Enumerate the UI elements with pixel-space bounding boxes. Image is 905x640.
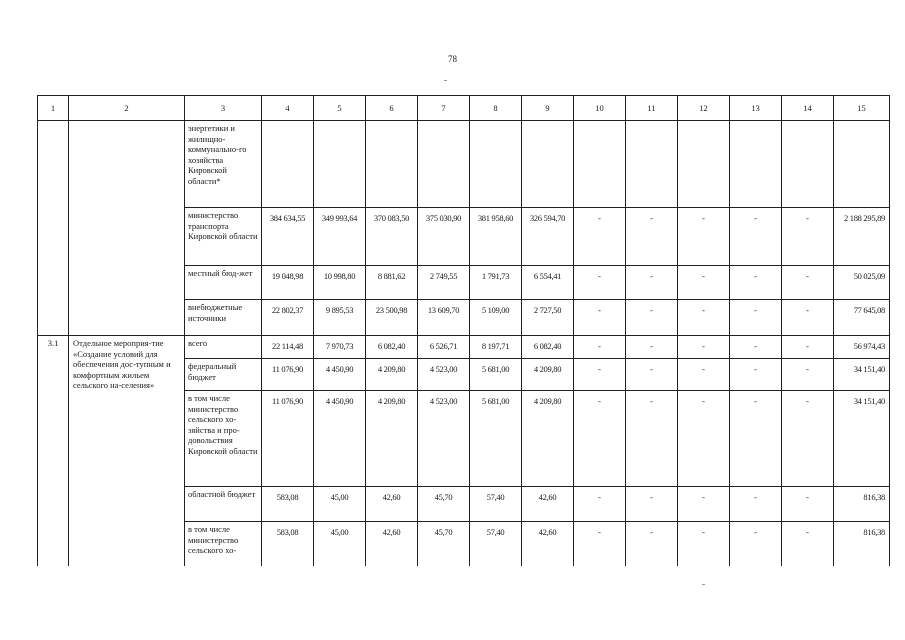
empty-value-cell: -: [678, 300, 730, 336]
column-header: 4: [262, 96, 314, 121]
scan-speck: [444, 80, 447, 81]
empty-value-cell: -: [782, 266, 834, 300]
empty-value-cell: -: [626, 522, 678, 566]
total-cell: 50 025,09: [834, 266, 890, 300]
value-cell: 19 048,98: [262, 266, 314, 300]
column-header: 13: [730, 96, 782, 121]
source-cell: всего: [185, 336, 262, 359]
empty-value-cell: -: [678, 208, 730, 266]
empty-value-cell: -: [574, 208, 626, 266]
source-cell: в том числе министерство сельского хо-: [185, 522, 262, 566]
value-cell: 5 681,00: [470, 359, 522, 391]
value-cell: 11 076,90: [262, 359, 314, 391]
budget-table: [37, 95, 890, 566]
empty-value-cell: -: [626, 359, 678, 391]
value-cell: 4 209,80: [522, 391, 574, 487]
empty-value-cell: -: [782, 522, 834, 566]
value-cell: 4 450,90: [314, 359, 366, 391]
empty-cell: [38, 121, 69, 336]
column-header: 11: [626, 96, 678, 121]
column-header: 12: [678, 96, 730, 121]
value-cell: 5 681,00: [470, 391, 522, 487]
column-header: 14: [782, 96, 834, 121]
empty-value-cell: -: [574, 391, 626, 487]
value-cell: 10 998,80: [314, 266, 366, 300]
source-cell: энергетики и жилищно-коммунально-го хозяйства Кировской области*: [185, 121, 262, 208]
value-cell: 2 749,55: [418, 266, 470, 300]
column-header: 5: [314, 96, 366, 121]
empty-value-cell: -: [782, 300, 834, 336]
value-cell: 381 958,60: [470, 208, 522, 266]
empty-value-cell: -: [626, 391, 678, 487]
empty-value-cell: -: [782, 336, 834, 359]
empty-value-cell: -: [678, 391, 730, 487]
total-cell: 2 188 295,89: [834, 208, 890, 266]
total-cell: 816,38: [834, 522, 890, 566]
value-cell: 45,00: [314, 522, 366, 566]
column-header: 2: [69, 96, 185, 121]
scan-speck: [702, 584, 705, 585]
empty-value-cell: -: [782, 487, 834, 522]
value-cell: 349 993,64: [314, 208, 366, 266]
value-cell: 4 209,80: [366, 391, 418, 487]
value-cell: 22 114,48: [262, 336, 314, 359]
value-cell: 42,60: [522, 487, 574, 522]
source-cell: местный бюд-жет: [185, 266, 262, 300]
empty-value-cell: -: [678, 487, 730, 522]
empty-value-cell: -: [626, 208, 678, 266]
table-row: [38, 121, 890, 208]
value-cell: 57,40: [470, 487, 522, 522]
value-cell: 4 209,80: [522, 359, 574, 391]
value-cell: 375 030,90: [418, 208, 470, 266]
column-header: 10: [574, 96, 626, 121]
column-header: 3: [185, 96, 262, 121]
value-cell: 57,40: [470, 522, 522, 566]
empty-value-cell: -: [574, 300, 626, 336]
column-header: 9: [522, 96, 574, 121]
empty-value-cell: -: [574, 336, 626, 359]
empty-value-cell: -: [574, 522, 626, 566]
empty-cell: [69, 121, 185, 336]
value-cell: 4 523,00: [418, 391, 470, 487]
value-cell: 45,70: [418, 487, 470, 522]
source-cell: федеральный бюджет: [185, 359, 262, 391]
value-cell: 583,08: [262, 487, 314, 522]
empty-value-cell: -: [678, 359, 730, 391]
column-header: 1: [38, 96, 69, 121]
value-cell: 6 554,41: [522, 266, 574, 300]
value-cell: 6 526,71: [418, 336, 470, 359]
source-cell: министерство транспорта Кировской области: [185, 208, 262, 266]
value-cell: 4 523,00: [418, 359, 470, 391]
value-cell: 42,60: [522, 522, 574, 566]
item-title: Отдельное мероприя-тие «Создание условий для обеспечения дос-тупным и комфортным жильем сельского на-селения»: [69, 336, 185, 566]
value-cell: 42,60: [366, 522, 418, 566]
empty-value-cell: -: [730, 336, 782, 359]
value-cell: 8 197,71: [470, 336, 522, 359]
item-number: 3.1: [38, 336, 69, 566]
empty-value-cell: -: [730, 522, 782, 566]
empty-value-cell: -: [678, 336, 730, 359]
empty-value-cell: -: [678, 522, 730, 566]
value-cell: 23 500,98: [366, 300, 418, 336]
value-cell: 2 727,50: [522, 300, 574, 336]
empty-value-cell: -: [782, 359, 834, 391]
empty-value-cell: -: [730, 300, 782, 336]
value-cell: 22 802,37: [262, 300, 314, 336]
value-cell: 6 082,40: [522, 336, 574, 359]
column-header: 8: [470, 96, 522, 121]
value-cell: 42,60: [366, 487, 418, 522]
value-cell: 5 109,00: [470, 300, 522, 336]
empty-value-cell: -: [678, 266, 730, 300]
value-cell: 8 881,62: [366, 266, 418, 300]
empty-value-cell: -: [574, 487, 626, 522]
column-header: 6: [366, 96, 418, 121]
value-cell: 11 076,90: [262, 391, 314, 487]
column-header: 7: [418, 96, 470, 121]
value-cell: 45,00: [314, 487, 366, 522]
empty-value-cell: -: [626, 487, 678, 522]
value-cell: 4 209,80: [366, 359, 418, 391]
value-cell: 7 970,73: [314, 336, 366, 359]
empty-value-cell: -: [730, 359, 782, 391]
table-row: [38, 336, 890, 359]
value-cell: 45,70: [418, 522, 470, 566]
empty-value-cell: -: [730, 487, 782, 522]
empty-value-cell: -: [626, 336, 678, 359]
value-cell: 583,08: [262, 522, 314, 566]
total-cell: 816,38: [834, 487, 890, 522]
empty-value-cell: -: [574, 359, 626, 391]
source-cell: в том числе министерство сельского хо-зяйства и про-довольствия Кировской области: [185, 391, 262, 487]
total-cell: 34 151,40: [834, 391, 890, 487]
total-cell: 34 151,40: [834, 359, 890, 391]
value-cell: 1 791,73: [470, 266, 522, 300]
header-row: [38, 96, 890, 121]
empty-value-cell: -: [626, 300, 678, 336]
empty-value-cell: -: [730, 266, 782, 300]
column-header: 15: [834, 96, 890, 121]
value-cell: 384 634,55: [262, 208, 314, 266]
value-cell: 4 450,90: [314, 391, 366, 487]
total-cell: 56 974,43: [834, 336, 890, 359]
value-cell: 326 594,70: [522, 208, 574, 266]
value-cell: 6 082,40: [366, 336, 418, 359]
empty-value-cell: -: [626, 266, 678, 300]
source-cell: областной бюджет: [185, 487, 262, 522]
empty-value-cell: -: [730, 391, 782, 487]
value-cell: 13 609,70: [418, 300, 470, 336]
empty-value-cell: -: [574, 266, 626, 300]
value-cell: 9 895,53: [314, 300, 366, 336]
value-cell: 370 083,50: [366, 208, 418, 266]
empty-value-cell: -: [782, 208, 834, 266]
empty-value-cell: -: [730, 208, 782, 266]
empty-value-cell: -: [782, 391, 834, 487]
total-cell: 77 645,08: [834, 300, 890, 336]
source-cell: внебюджетные источники: [185, 300, 262, 336]
page-number: 78: [448, 54, 457, 64]
